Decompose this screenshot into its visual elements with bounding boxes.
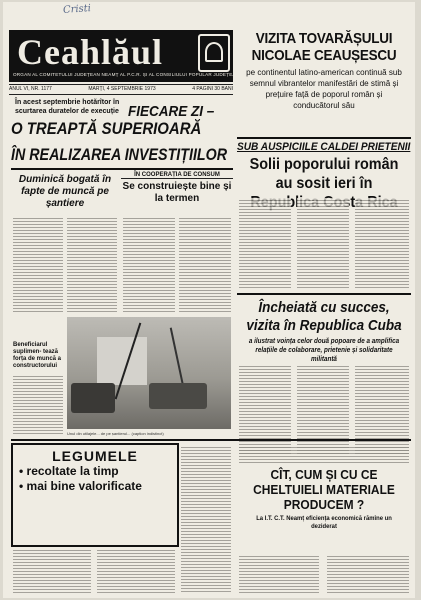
vizita-title-2: NICOLAE CEAUȘESCU xyxy=(251,47,397,64)
divider xyxy=(11,439,411,441)
body-text xyxy=(179,216,231,312)
issue-info-bar xyxy=(9,84,233,95)
body-text xyxy=(355,198,409,288)
costa-rica-headline: Solii poporului român au sosit ieri în xyxy=(249,156,399,192)
body-text xyxy=(327,554,409,594)
body-text xyxy=(297,364,349,456)
treapta-heading: O TREAPTĂ SUPERIOARĂ xyxy=(11,119,202,138)
emblem-icon xyxy=(198,34,230,72)
body-text xyxy=(181,445,231,593)
body-text xyxy=(123,216,175,312)
truck-shape xyxy=(149,383,207,409)
legume-bullet-1: • recoltate la timp xyxy=(19,464,119,478)
issue-date: MARȚI, 4 SEPTEMBRIE 1973 xyxy=(88,86,156,92)
newspaper-page xyxy=(3,2,415,598)
body-text xyxy=(239,554,319,594)
duminica-heading: Duminică bogată în fapte de muncă pe șantiere xyxy=(18,174,112,209)
body-text xyxy=(97,548,175,594)
fiecare-zi-heading: FIECARE ZI – xyxy=(128,103,215,120)
masthead-subtitle: ORGAN AL COMITETULUI JUDEȚEAN NEAMȚ AL P.C.R. ȘI AL CONSILIULUI POPULAR JUDEȚEAN xyxy=(13,72,240,77)
legume-title: LEGUMELE xyxy=(52,448,138,464)
cit-title: CÎT, CUM ȘI CU CE CHELTUIELI MATERIALE PRODUCEM ? xyxy=(253,467,395,512)
body-text xyxy=(13,374,63,434)
cit-article xyxy=(244,467,404,531)
divider xyxy=(237,137,411,139)
divider xyxy=(237,293,411,295)
kicker: SUB AUSPICIILE CALDEI PRIETENII xyxy=(237,141,411,153)
cooperatia-label: ÎN COOPERAȚIA DE CONSUM xyxy=(121,172,233,179)
cit-text: La I.T. C.T. Neamț eficiența economică rămîne un deziderat xyxy=(256,515,392,530)
construction-photo xyxy=(67,317,231,429)
vizita-article xyxy=(237,30,411,111)
cuba-text: a ilustrat voința celor două popoare de a amplifica relațiile de colaborare, prietenie și solidaritate militantă xyxy=(248,338,400,363)
handwritten-note: Cristi xyxy=(62,3,92,16)
side-note: Beneficiarul suplimen- tează forța de muncă a constructorului xyxy=(13,342,62,369)
vizita-text: pe continentul latino-american continuă sub semnul vibrantelor manifestări de stimă și prețuire față de poporul român și conducătorul său xyxy=(246,67,402,110)
body-text xyxy=(239,364,291,456)
masthead-title: Ceahlăul xyxy=(17,32,164,72)
cooperatia-article xyxy=(121,172,233,205)
masthead xyxy=(9,30,240,82)
cooperatia-title: Se construiește bine și la termen xyxy=(122,181,232,204)
cuba-title: Încheiată cu succes, vizita în Republica Cuba xyxy=(246,299,402,334)
body-text xyxy=(67,216,117,312)
legume-bullet-2: • mai bine valorificate xyxy=(19,479,142,493)
legume-box xyxy=(11,443,179,547)
body-text xyxy=(297,198,349,288)
truck-shape xyxy=(71,383,115,413)
body-text xyxy=(13,216,63,312)
realizarea-heading: ÎN REALIZAREA INVESTIȚIILOR xyxy=(11,145,228,164)
vizita-title-1: VIZITA TOVARĂȘULUI xyxy=(255,30,393,47)
photo-caption: Unul din utilajele... de pe șantierul... (caption indistinct) xyxy=(67,431,164,436)
body-text xyxy=(13,548,91,594)
issue-number: ANUL VI, NR. 1177 xyxy=(9,86,52,92)
body-text xyxy=(355,364,409,456)
issue-price: 4 PAGINI 30 BANI xyxy=(192,86,233,92)
divider xyxy=(11,168,233,170)
body-text xyxy=(239,198,291,288)
fiecare-lede: În acest septembrie hotărîtor în scurtarea duratelor de execuție xyxy=(15,99,120,115)
body-text xyxy=(239,445,409,463)
cuba-article xyxy=(246,299,403,364)
